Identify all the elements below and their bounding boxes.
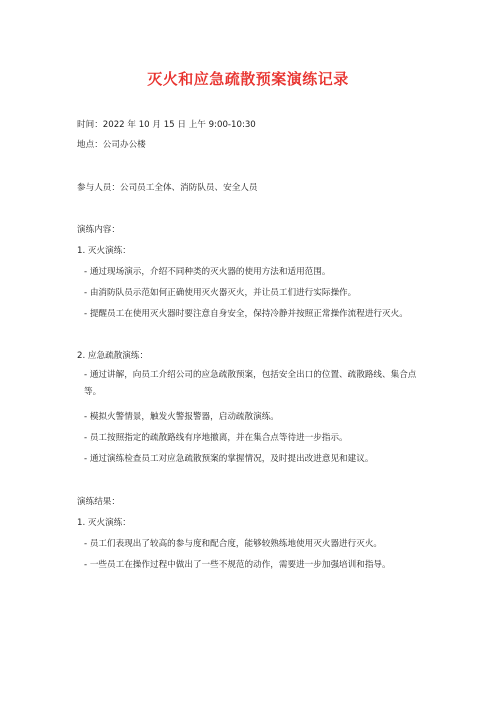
- section1-heading: 1. 灭火演练：: [77, 246, 131, 256]
- content-heading: 演练内容：: [77, 225, 120, 235]
- time-line: 时间：2022 年 10 月 15 日 上午 9:00-10:30: [77, 120, 256, 130]
- section2-item: - 通过讲解，向员工介绍公司的应急疏散预案，包括安全出口的位置、疏散路线、集合点等。: [84, 370, 417, 397]
- section2-item: - 员工按照指定的疏散路线有序地撤离，并在集合点等待进一步指示。: [84, 433, 348, 443]
- section1-item: - 通过现场演示，介绍不同种类的灭火器的使用方法和适用范围。: [84, 267, 331, 277]
- participants-line: 参与人员：公司员工全体、消防队员、安全人员: [77, 183, 258, 193]
- section1-item: - 提醒员工在使用灭火器时要注意自身安全，保持冷静并按照正常操作流程进行灭火。: [84, 309, 408, 319]
- section2-item: - 通过演练检查员工对应急疏散预案的掌握情况，及时提出改进意见和建议。: [84, 454, 374, 464]
- section2-heading: 2. 应急疏散演练：: [77, 351, 149, 361]
- location-line: 地点：公司办公楼: [77, 140, 146, 150]
- result1-heading: 1. 灭火演练：: [77, 518, 131, 528]
- result1-item: - 一些员工在操作过程中做出了一些不规范的动作，需要进一步加强培训和指导。: [84, 560, 391, 570]
- section1-item: - 由消防队员示范如何正确使用灭火器灭火，并让员工们进行实际操作。: [84, 288, 357, 298]
- document-title: 灭火和应急疏散预案演练记录: [147, 70, 349, 88]
- result-heading: 演练结果：: [77, 497, 120, 507]
- section2-item: - 模拟火警情景，触发火警报警器，启动疏散演练。: [84, 412, 279, 422]
- result1-item: - 员工们表现出了较高的参与度和配合度，能够较熟练地使用灭火器进行灭火。: [84, 539, 383, 549]
